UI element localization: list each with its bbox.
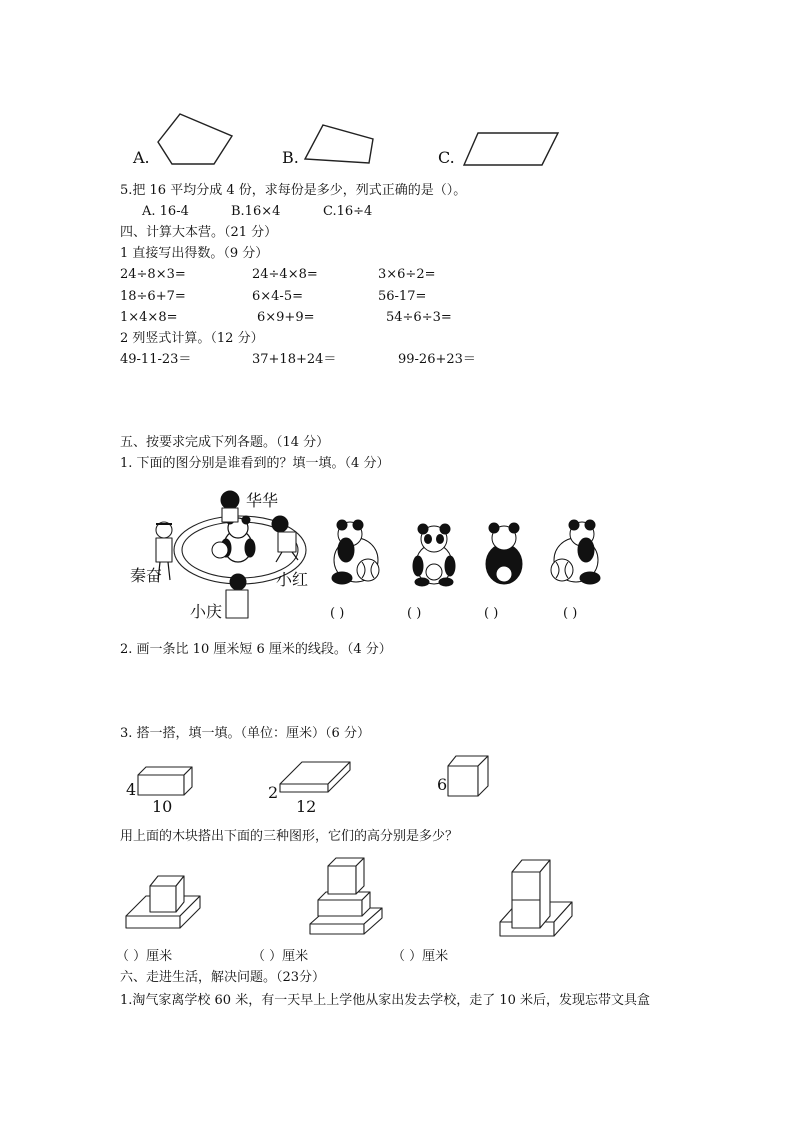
panda-back-view [480, 522, 530, 587]
calc-item: 24÷8×3= [120, 267, 186, 282]
calc-item: 54÷6÷3= [386, 310, 452, 325]
option-c-label: C. [438, 148, 455, 167]
calc-item: 24÷4×8= [252, 267, 318, 282]
height-answer-1[interactable]: （ ）厘米 [116, 949, 173, 964]
stack-figure-1 [124, 866, 204, 942]
calc-item: 18÷6+7= [120, 289, 186, 304]
name-huahua: 华华 [246, 491, 279, 510]
stack-figure-3 [496, 852, 576, 942]
section-4-sub1: 1 直接写出得数。（9 分） [120, 246, 269, 261]
block1-height-label: 4 [126, 780, 137, 799]
answer-blank[interactable]: ( ) [484, 606, 499, 621]
panda-side-view [328, 520, 388, 585]
height-answer-3[interactable]: （ ）厘米 [392, 949, 449, 964]
height-answer-2[interactable]: （ ）厘米 [252, 949, 309, 964]
section-4-sub2: 2 列竖式计算。（12 分） [120, 331, 264, 346]
answer-blank[interactable]: ( ) [407, 606, 422, 621]
option-a-label: A. [133, 148, 150, 167]
answer-blank[interactable]: ( ) [330, 606, 345, 621]
section-5-q3-question: 用上面的木块搭出下面的三种图形，它们的高分别是多少？ [120, 829, 459, 844]
block-2 [278, 760, 354, 796]
calc-item: 3×6÷2= [378, 267, 436, 282]
calc-item: 99-26+23＝ [398, 352, 476, 367]
block-1 [136, 765, 196, 797]
calc-item: 6×4-5= [252, 289, 303, 304]
section-4-title: 四、计算大本营。（21 分） [120, 225, 278, 240]
quadrilateral-shape [303, 123, 383, 168]
calc-item: 37+18+24＝ [252, 352, 337, 367]
viewing-scene-illustration [152, 490, 332, 620]
section-5-q2: 2. 画一条比 10 厘米短 6 厘米的线段。（4 分） [120, 642, 392, 657]
name-xiaohong: 小红 [276, 570, 309, 589]
q5-option-c: C.16÷4 [323, 204, 373, 219]
block2-width-label: 12 [296, 797, 317, 816]
pentagon-shape [156, 110, 236, 170]
block-3 [446, 754, 492, 800]
option-b-label: B. [282, 148, 299, 167]
name-xiaoqing: 小庆 [190, 602, 223, 621]
section-5-q1: 1. 下面的图分别是谁看到的？填一填。（4 分） [120, 456, 390, 471]
answer-blank[interactable]: ( ) [563, 606, 578, 621]
block3-height-label: 6 [437, 775, 448, 794]
section-6-title: 六、走进生活，解决问题。（23分） [120, 970, 326, 985]
name-qinfen: 秦奋 [130, 566, 163, 585]
section-5-q3: 3. 搭一搭，填一填。（单位：厘米）（6 分） [120, 726, 370, 741]
q5-question: 5.把 16 平均分成 4 份，求每份是多少，列式正确的是（）。 [120, 183, 467, 198]
q5-option-b: B.16×4 [231, 204, 281, 219]
calc-item: 56-17= [378, 289, 427, 304]
panda-front-view [410, 522, 460, 587]
calc-item: 1×4×8= [120, 310, 178, 325]
calc-item: 49-11-23＝ [120, 352, 192, 367]
section-5-title: 五、按要求完成下列各题。（14 分） [120, 435, 330, 450]
q5-option-a: A. 16-4 [142, 204, 189, 219]
panda-other-side-view [544, 520, 604, 585]
section-6-q1: 1.淘气家离学校 60 米，有一天早上上学他从家出发去学校，走了 10 米后，发现忘带文具盒 [120, 993, 651, 1008]
stack-figure-2 [306, 852, 386, 942]
calc-item: 6×9+9= [257, 310, 315, 325]
block1-width-label: 10 [152, 797, 173, 816]
parallelogram-shape [462, 131, 562, 171]
block2-height-label: 2 [268, 783, 279, 802]
